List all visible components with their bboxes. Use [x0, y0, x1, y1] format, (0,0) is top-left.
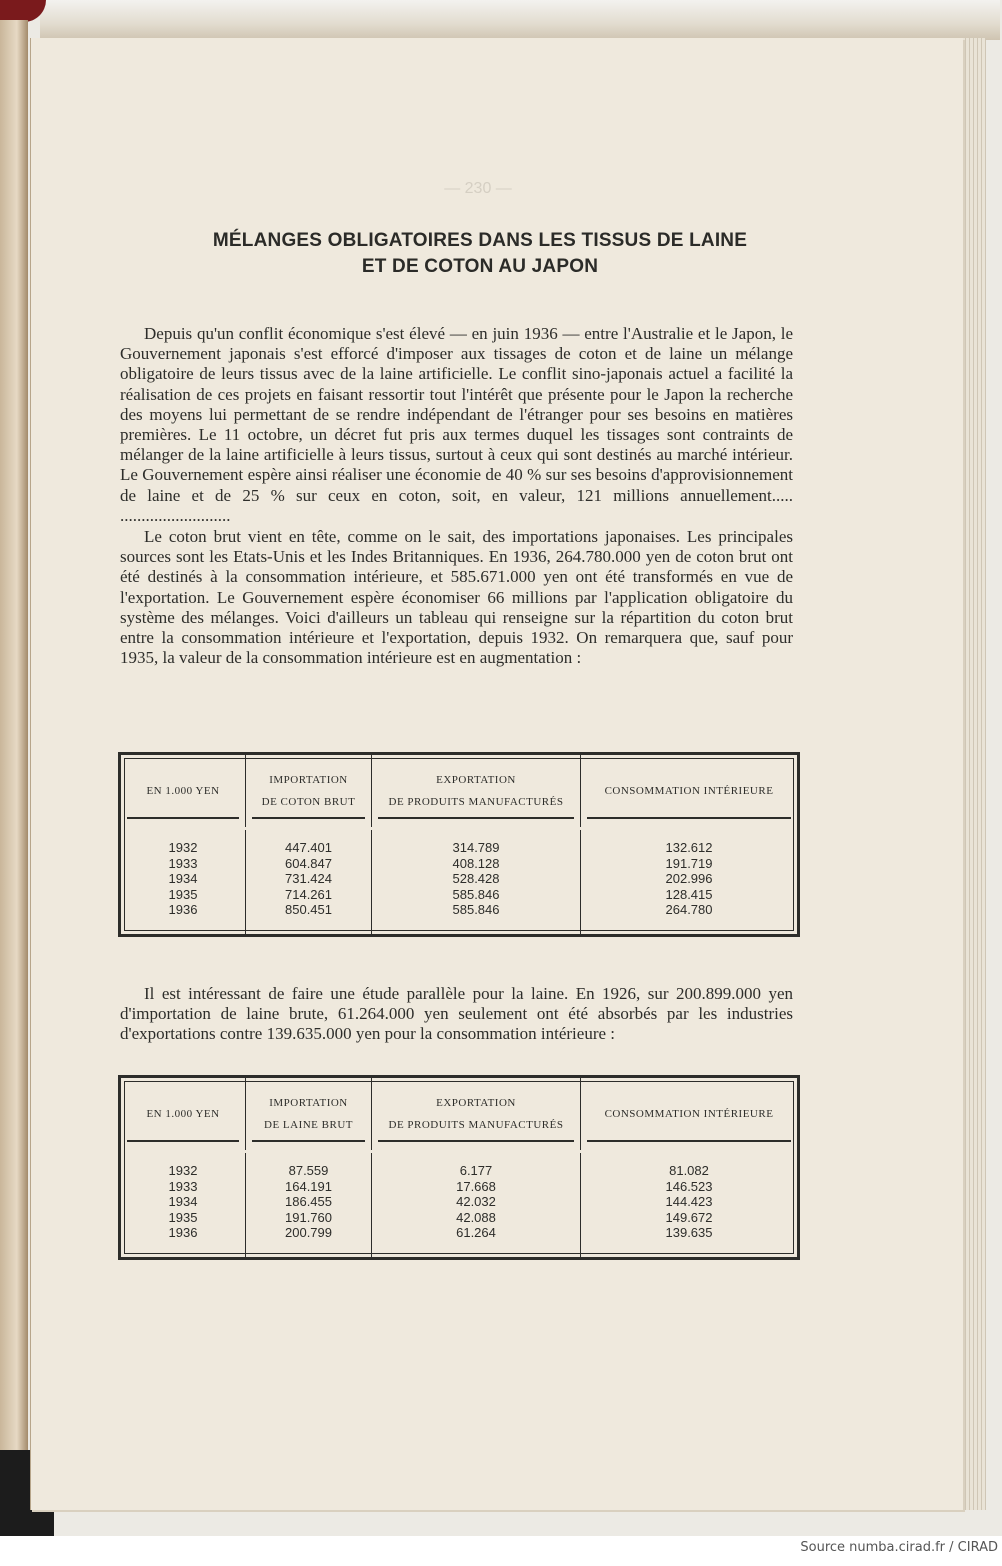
- cell-year: 1932: [121, 1152, 246, 1179]
- header-unit: EN 1.000 YEN: [121, 755, 246, 829]
- cell-year: 1934: [121, 1194, 246, 1210]
- header-consumption: CONSOMMATION INTÉRIEURE: [581, 1078, 798, 1152]
- cell-consumption: 128.415: [665, 886, 713, 902]
- cell-import: 850.451: [246, 902, 372, 934]
- book-top-edge: [40, 0, 1000, 40]
- cell-consumption: 264.780: [665, 902, 713, 917]
- paragraph-2: Le coton brut vient en tête, comme on le sait, des importations japonaises. Les principales sources sont les Etats-Unis et les Indes Britanniques. En 1936, 264.780.000 yen de coton brut ont été destinés à la consommation intérieure, et 585.671.000 yen ont été transformés en vue de l'exportation. Le Gouvernement espère économiser 66 millions par l'application obligatoire du système des mélanges. Voici d'ailleurs un tableau qui renseigne sur la répartition du coton brut entre la consommation intérieure et l'exportation, depuis 1932. On remarquera que, sauf pour 1935, la valeur de la consommation intérieure est en augmentation :: [120, 527, 793, 668]
- cell-export: 42.032: [372, 1194, 581, 1210]
- table-row: [121, 887, 797, 903]
- cell-export: 61.264: [372, 1225, 581, 1257]
- header-import: [246, 1078, 372, 1152]
- cell-year: 1933: [121, 1179, 246, 1195]
- cell-export: 314.789: [372, 829, 581, 856]
- cell-export: 17.668: [372, 1179, 581, 1195]
- header-consumption: CONSOMMATION INTÉRIEURE: [581, 755, 798, 829]
- cell-year: 1936: [121, 902, 246, 934]
- cell-consumption: 146.523: [665, 1178, 713, 1194]
- title-line-2: ET DE COTON AU JAPON: [361, 256, 599, 277]
- cell-year: 1934: [121, 871, 246, 887]
- header-export-line2: DE PRODUITS MANUFACTURÉS: [388, 796, 564, 808]
- cell-consumption: 191.719: [665, 855, 713, 871]
- cell-year: 1936: [121, 1225, 246, 1257]
- table-row: [121, 1179, 797, 1195]
- header-import-line1: IMPORTATION: [269, 1097, 348, 1109]
- table-header-row: [121, 1078, 797, 1152]
- header-import-line1: IMPORTATION: [269, 774, 348, 786]
- table-row: [121, 902, 797, 934]
- table-row: [121, 829, 797, 856]
- page-stack-edge: [962, 38, 986, 1510]
- cell-import: 714.261: [246, 887, 372, 903]
- header-export: [372, 755, 581, 829]
- cell-export: 585.846: [372, 887, 581, 903]
- header-import-line2: DE LAINE BRUT: [264, 1119, 353, 1131]
- header-import-line2: DE COTON BRUT: [261, 796, 356, 808]
- cell-year: 1932: [121, 829, 246, 856]
- cell-consumption: 202.996: [665, 871, 713, 886]
- header-import: [246, 755, 372, 829]
- table-row: [121, 1225, 797, 1257]
- table-row: [121, 1210, 797, 1226]
- paragraph-3: Il est intéressant de faire une étude parallèle pour la laine. En 1926, sur 200.899.000 yen d'importation de laine brute, 61.264.000 yen seulement ont été absorbés par les industries d'exportations contre 139.635.000 yen pour la consommation intérieure :: [120, 984, 793, 1044]
- cell-import: 164.191: [246, 1179, 372, 1195]
- cell-import: 731.424: [246, 871, 372, 887]
- header-export-line2: DE PRODUITS MANUFACTURÉS: [388, 1119, 564, 1131]
- paragraph-1: Depuis qu'un conflit économique s'est élevé — en juin 1936 — entre l'Australie et le Japon, le Gouvernement japonais s'est efforcé d'imposer aux tissages de coton et de laine un mélange obligatoire de leurs tissus avec de la laine artificielle. Le conflit sino-japonais actuel a facilité la réalisation de ces projets en faisant ressortir tout l'intérêt que présente pour le Japon la recherche des moyens lui permettant de se rendre indépendant de l'étranger pour ses besoins en matières premières. Le 11 octobre, un décret fut pris aux termes duquel les tissages sont contraints de mélanger de la laine artificielle à leurs tissus, surtout à ceux qui sont destinés au marché intérieur. Le Gouvernement espère ainsi réaliser une économie de 40 % sur ses besoins d'approvisionnement de laine et de 25 % sur ceux en coton, soit, en valeur, 121 millions annuellement..... ..........................: [120, 324, 793, 525]
- cell-export: 6.177: [372, 1152, 581, 1179]
- table-laine: [118, 1075, 800, 1260]
- cell-consumption: 149.672: [665, 1209, 713, 1225]
- table-header-row: [121, 755, 797, 829]
- table-coton: [118, 752, 800, 937]
- table-row: [121, 1152, 797, 1179]
- cell-year: 1933: [121, 856, 246, 872]
- cell-consumption: 81.082: [669, 1163, 709, 1178]
- cell-import: 191.760: [246, 1210, 372, 1226]
- cell-export: 408.128: [372, 856, 581, 872]
- cell-export: 42.088: [372, 1210, 581, 1226]
- cell-consumption: 139.635: [665, 1225, 713, 1240]
- header-export-line1: EXPORTATION: [436, 1097, 516, 1109]
- cell-export: 528.428: [372, 871, 581, 887]
- title-line-1: MÉLANGES OBLIGATOIRES DANS LES TISSUS DE LAINE: [212, 230, 748, 251]
- cell-consumption: 132.612: [665, 840, 713, 855]
- cell-export: 585.846: [372, 902, 581, 934]
- table-row: [121, 856, 797, 872]
- cell-import: 200.799: [246, 1225, 372, 1257]
- table-row: [121, 1194, 797, 1210]
- table-row: [121, 871, 797, 887]
- header-unit: EN 1.000 YEN: [121, 1078, 246, 1152]
- page-title: [120, 228, 840, 280]
- cell-consumption: 144.423: [665, 1194, 713, 1209]
- cell-import: 604.847: [246, 856, 372, 872]
- cell-import: 87.559: [246, 1152, 372, 1179]
- bleed-through-page-number: — 230 —: [444, 180, 512, 197]
- source-credit: Source numba.cirad.fr / CIRAD: [800, 1540, 998, 1555]
- cell-import: 447.401: [246, 829, 372, 856]
- cell-import: 186.455: [246, 1194, 372, 1210]
- cell-year: 1935: [121, 1210, 246, 1226]
- book-gutter: [0, 20, 28, 1470]
- cell-year: 1935: [121, 887, 246, 903]
- header-export-line1: EXPORTATION: [436, 774, 516, 786]
- header-export: [372, 1078, 581, 1152]
